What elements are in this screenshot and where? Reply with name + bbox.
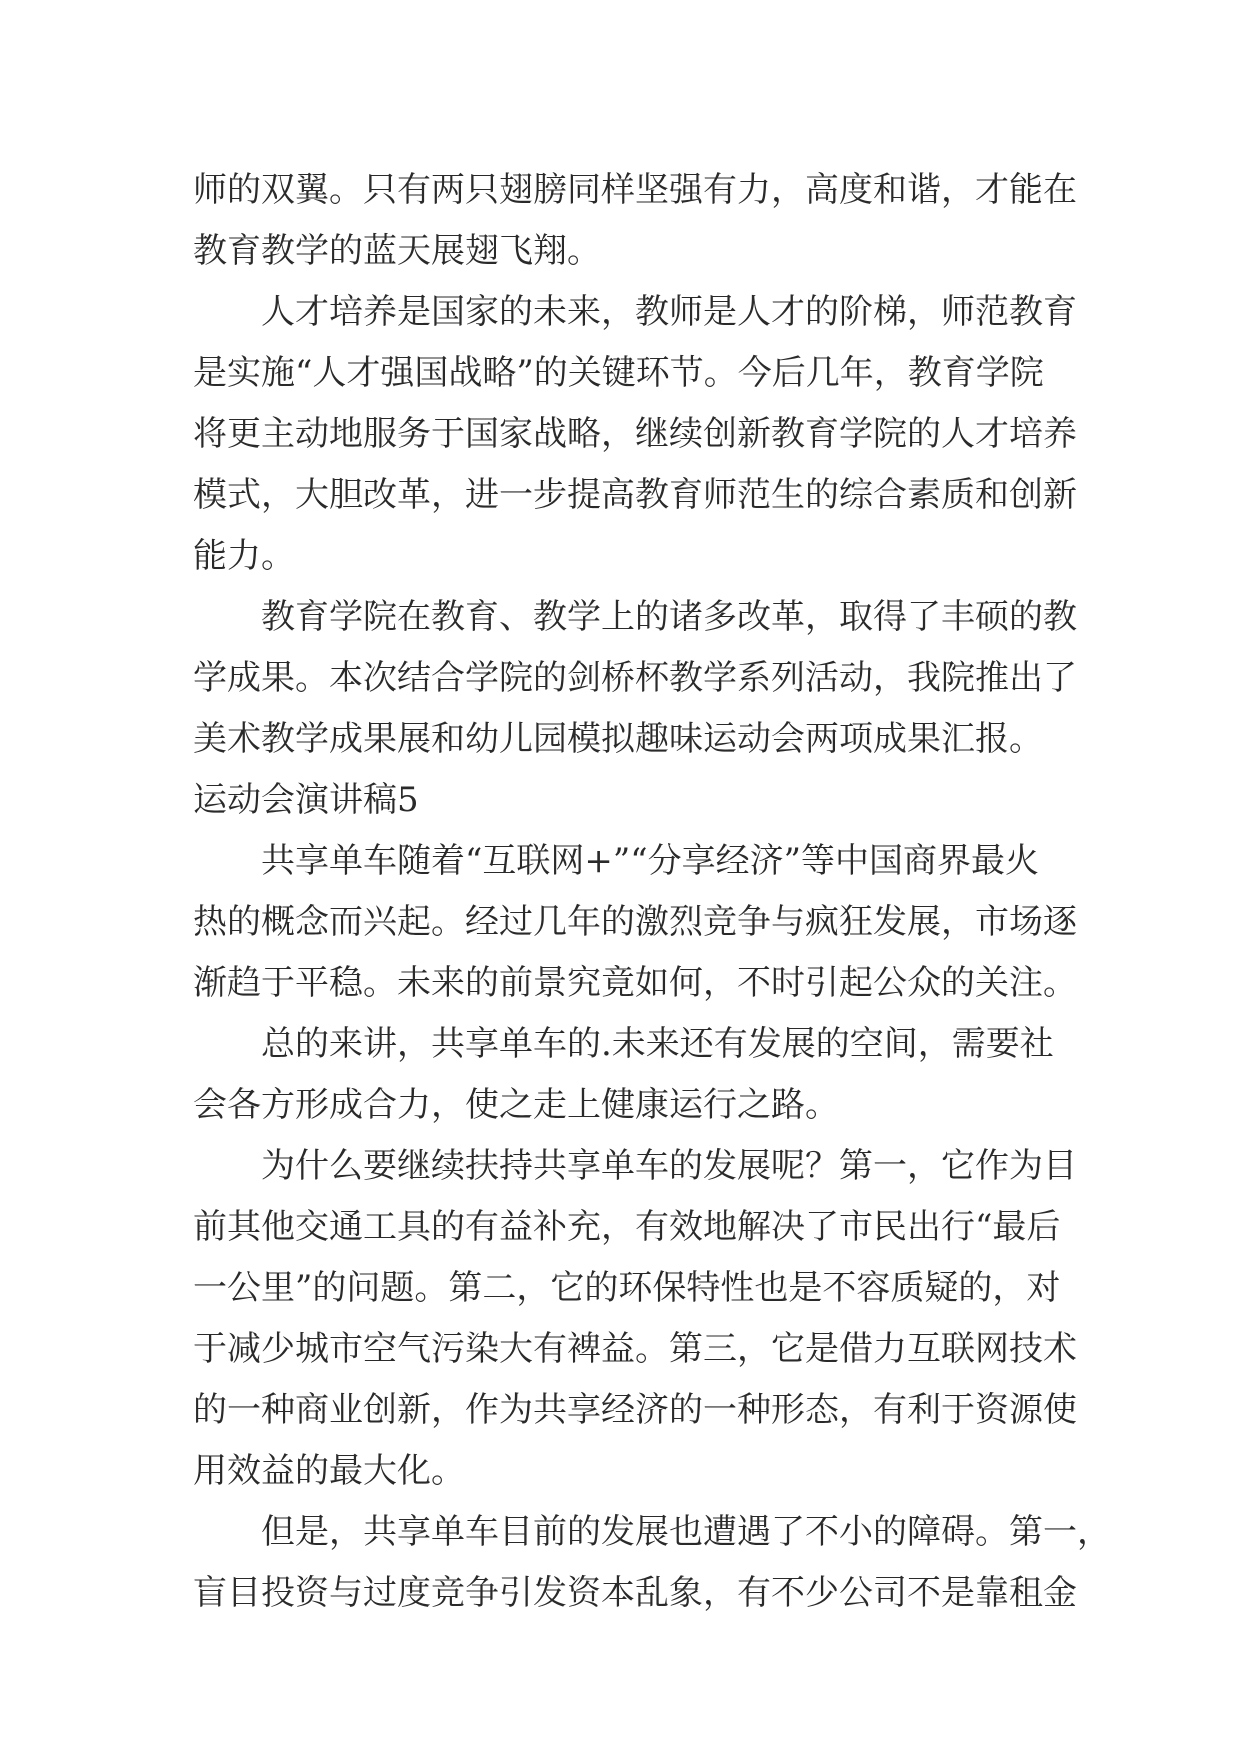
text-line: 用效益的最大化。 [193,1451,465,1491]
text-line: 一公里”的问题。第二，它的环保特性也是不容质疑的，对 [193,1268,1061,1308]
text-line: 模式，大胆改革，进一步提高教育师范生的综合素质和创新 [193,475,1077,515]
paragraph-start: 人才培养是国家的未来，教师是人才的阶梯，师范教育 [261,292,1077,332]
text-line: 是实施“人才强国战略”的关键环节。今后几年，教育学院 [193,353,1044,393]
text-line: 热的概念而兴起。经过几年的激烈竞争与疯狂发展，市场逐 [193,902,1077,942]
text-line: 将更主动地服务于国家战略，继续创新教育学院的人才培养 [193,414,1077,454]
text-line: 盲目投资与过度竞争引发资本乱象，有不少公司不是靠租金 [193,1573,1077,1613]
text-line: 能力。 [193,536,295,576]
text-line: 于减少城市空气污染大有裨益。第三，它是借力互联网技术 [193,1329,1077,1369]
paragraph-start: 总的来讲，共享单车的.未来还有发展的空间，需要社 [261,1024,1054,1064]
paragraph-start: 教育学院在教育、教学上的诸多改革，取得了丰硕的教 [261,597,1077,637]
text-line: 前其他交通工具的有益补充，有效地解决了市民出行“最后 [193,1207,1061,1247]
text-line: 渐趋于平稳。未来的前景究竟如何，不时引起公众的关注。 [193,963,1077,1003]
document-body [193,160,1111,1624]
text-line: 学成果。本次结合学院的剑桥杯教学系列活动，我院推出了 [193,658,1077,698]
paragraph-start: 共享单车随着“互联网+”“分享经济”等中国商界最火 [261,841,1040,881]
section-heading: 运动会演讲稿5 [193,780,419,820]
paragraph-start: 为什么要继续扶持共享单车的发展呢？第一，它作为目 [261,1146,1077,1186]
text-line: 美术教学成果展和幼儿园模拟趣味运动会两项成果汇报。 [193,719,1043,759]
text-line: 师的双翼。只有两只翅膀同样坚强有力，高度和谐，才能在 [193,170,1077,210]
text-line: 会各方形成合力，使之走上健康运行之路。 [193,1085,839,1125]
text-line: 的一种商业创新，作为共享经济的一种形态，有利于资源使 [193,1390,1077,1430]
text-line: 教育教学的蓝天展翅飞翔。 [193,231,601,271]
paragraph-start: 但是，共享单车目前的发展也遭遇了不小的障碍。第一， [261,1512,1111,1552]
